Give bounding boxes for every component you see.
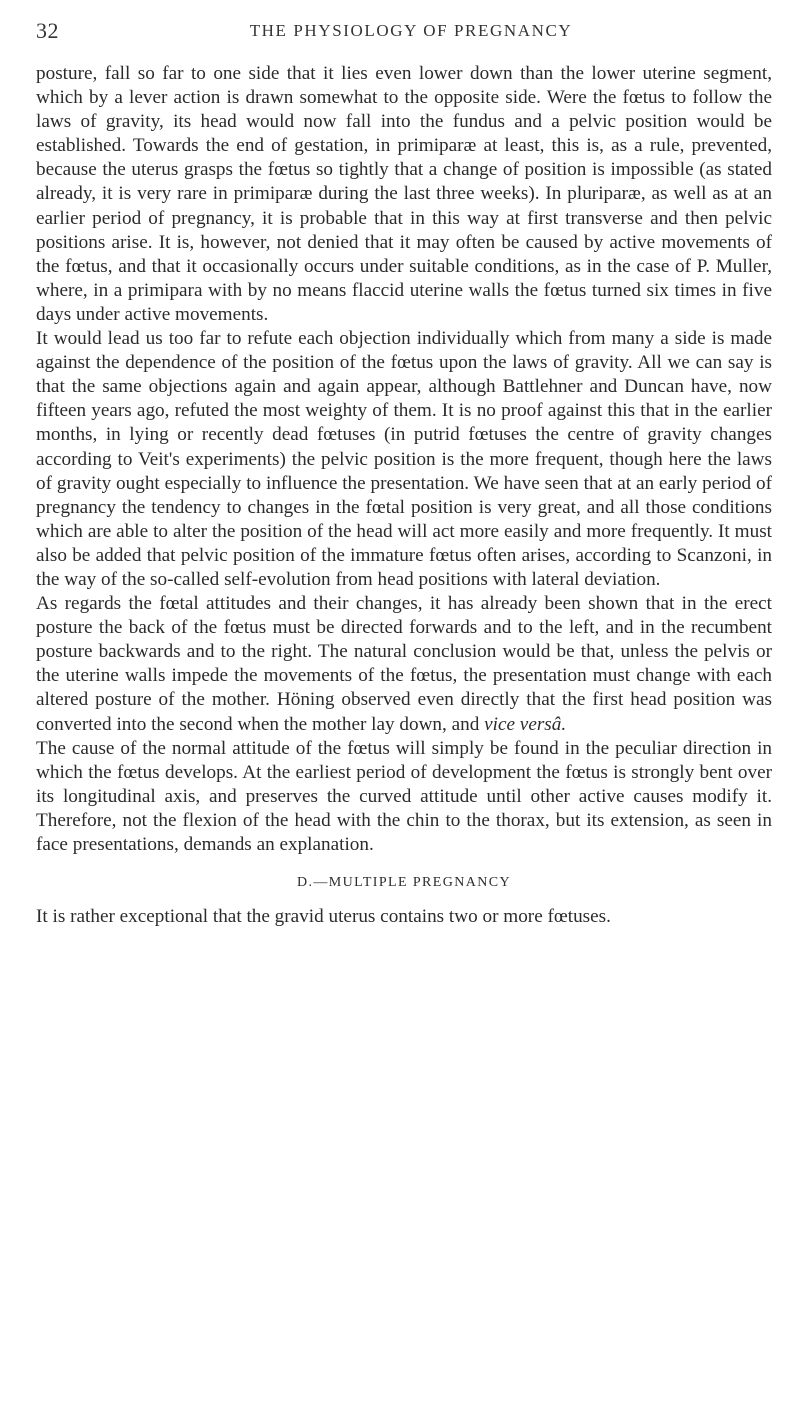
paragraph-text: As regards the fœtal attitudes and their changes, it has already been shown that in the erect posture the back of the fœtus must be directed forwards and to the left, and in the recumbent posture backwards and to the right. The natural conclusion would be that, unless the pelvis or the uterine walls impede the movements of the fœtus, the presentation must change with each altered posture of the mother. Höning observed even directly that the first head position was converted into the second when the mother lay down, and — [36, 593, 772, 735]
italic-phrase: vice versâ. — [484, 713, 567, 735]
paragraph: The cause of the normal attitude of the fœtus will simply be found in the peculiar direction in which the fœtus develops. At the earliest period of development the fœtus is strongly bent over its longitudinal axis, and preserves the curved attitude until other active causes modify it. Therefore, not the flexion of the head with the chin to the thorax, but its extension, as seen in face presentations, demands an explanation. — [36, 737, 772, 855]
running-head: THE PHYSIOLOGY OF PREGNANCY — [249, 21, 573, 40]
paragraph: It would lead us too far to refute each objection individually which from many a side is made against the dependence of the position of the fœtus upon the laws of gravity. All we can say is that the same objections again and again appear, although Battlehner and Duncan have, now fifteen years ago, refuted the most weighty of them. It is no proof against this that in the earlier months, in lying or recently dead fœtuses (in putrid fœtuses the centre of gravity changes according to Veit's experiments) the pelvic position is the more frequent, though here the laws of gravity ought especially to influence the presentation. We have seen that at an early period of pregnancy the tendency to changes in the fœtal position is very great, and all those conditions which are able to alter the position of the head will act more easily and more frequently. It must also be added that pelvic position of the immature fœtus often arises, according to Scanzoni, in the way of the so-called self-evolution from head positions with lateral deviation. — [36, 328, 772, 590]
page-number: 32 — [36, 18, 59, 43]
paragraph — [36, 592, 772, 737]
paragraph: posture, fall so far to one side that it lies even lower down than the lower uterine segment, which by a lever action is drawn somewhat to the opposite side. Were the fœtus to follow the laws of gravity, its head would now fall into the fundus and a pelvic position would be established. Towards the end of gestation, in primiparæ at least, this is, as a rule, prevented, because the uterus grasps the fœtus so tightly that a change of position is impossible (as stated already, it is very rare in primiparæ during the last three weeks). In pluriparæ, as well as at an earlier period of pregnancy, it is probable that in this way at first transverse and then pelvic positions arise. It is, however, not denied that it may often be caused by active movements of the fœtus, and that it occasionally occurs under suitable conditions, as in the case of P. Muller, where, in a primipara with by no means flaccid uterine walls the fœtus turned six times in five days under active movements. — [36, 63, 772, 325]
section-heading: D.—MULTIPLE PREGNANCY — [296, 875, 511, 891]
paragraph: It is rather exceptional that the gravid uterus contains two or more fœtuses. — [36, 906, 611, 928]
body-text — [36, 62, 772, 929]
page-header — [36, 18, 786, 46]
